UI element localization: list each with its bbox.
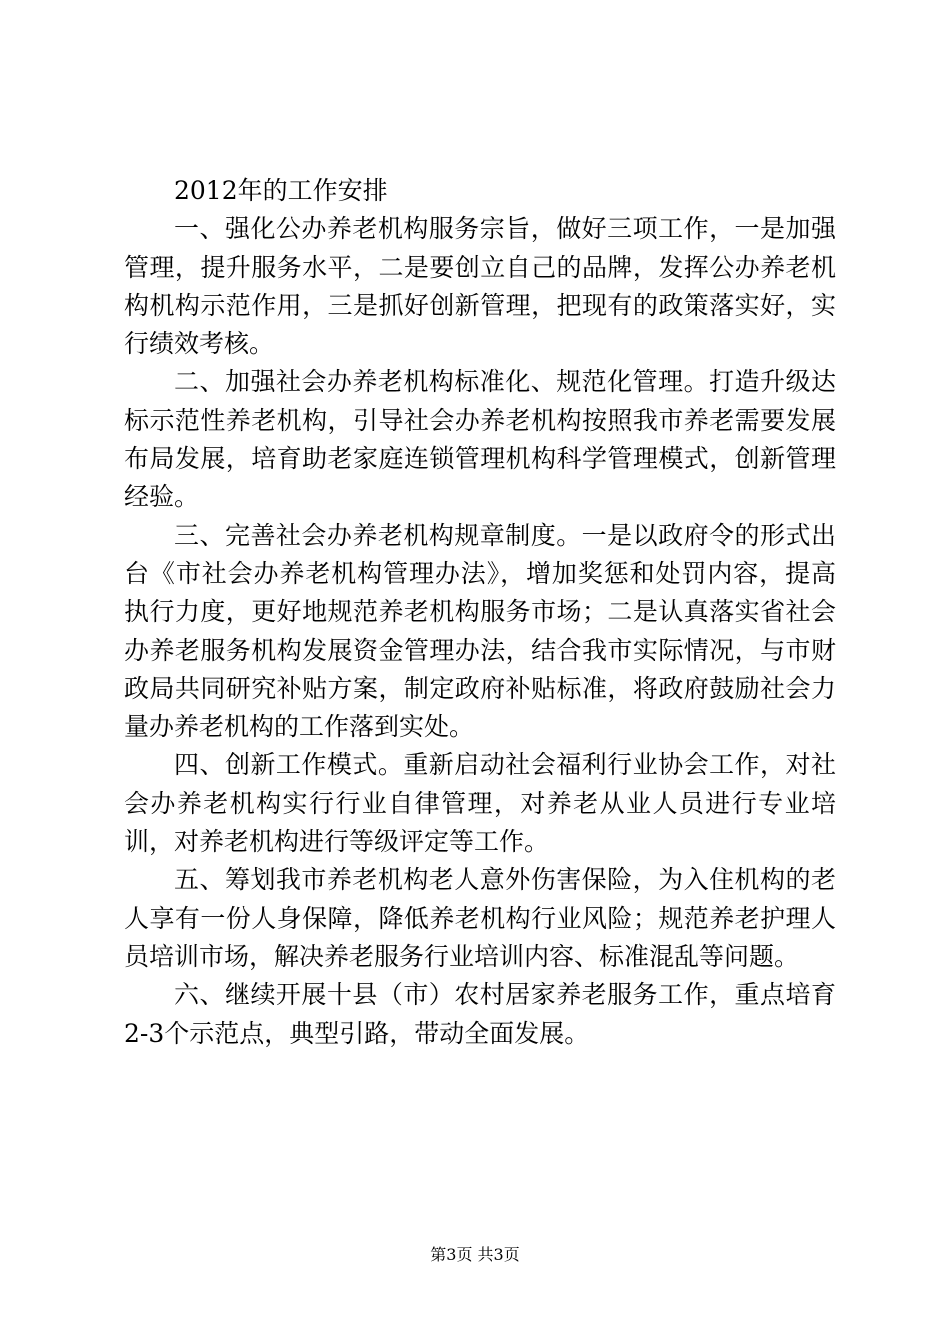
page-number-footer: 第3页 共3页: [430, 1245, 520, 1264]
paragraph-2: 二、加强社会办养老机构标准化、规范化管理。打造升级达标示范性养老机构，引导社会办养老机构按照我市养老需要发展布局发展，培育助老家庭连锁管理机构科学管理模式，创新管理经验。: [124, 367, 836, 512]
document-body: [124, 172, 836, 1053]
paragraph-4: 四、创新工作模式。重新启动社会福利行业协会工作，对社会办养老机构实行行业自律管理，对养老从业人员进行专业培训，对养老机构进行等级评定等工作。: [124, 750, 836, 857]
paragraph-3: 三、完善社会办养老机构规章制度。一是以政府令的形式出台《市社会办养老机构管理办法》，增加奖惩和处罚内容，提高执行力度，更好地规范养老机构服务市场；二是认真落实省社会办养老服务机构发展资金管理办法，结合我市实际情况，与市财政局共同研究补贴方案，制定政府补贴标准，将政府鼓励社会力量办养老机构的工作落到实处。: [124, 520, 836, 742]
paragraph-6: 六、继续开展十县（市）农村居家养老服务工作，重点培育2-3个示范点，典型引路，带动全面发展。: [124, 980, 836, 1048]
paragraph-1: 一、强化公办养老机构服务宗旨，做好三项工作，一是加强管理，提升服务水平，二是要创立自己的品牌，发挥公办养老机构机构示范作用，三是抓好创新管理，把现有的政策落实好，实行绩效考核。: [124, 214, 836, 359]
paragraph-5: 五、筹划我市养老机构老人意外伤害保险，为入住机构的老人享有一份人身保障，降低养老机构行业风险；规范养老护理人员培训市场，解决养老服务行业培训内容、标准混乱等问题。: [124, 865, 836, 971]
section-heading: 2012年的工作安排: [174, 176, 388, 205]
